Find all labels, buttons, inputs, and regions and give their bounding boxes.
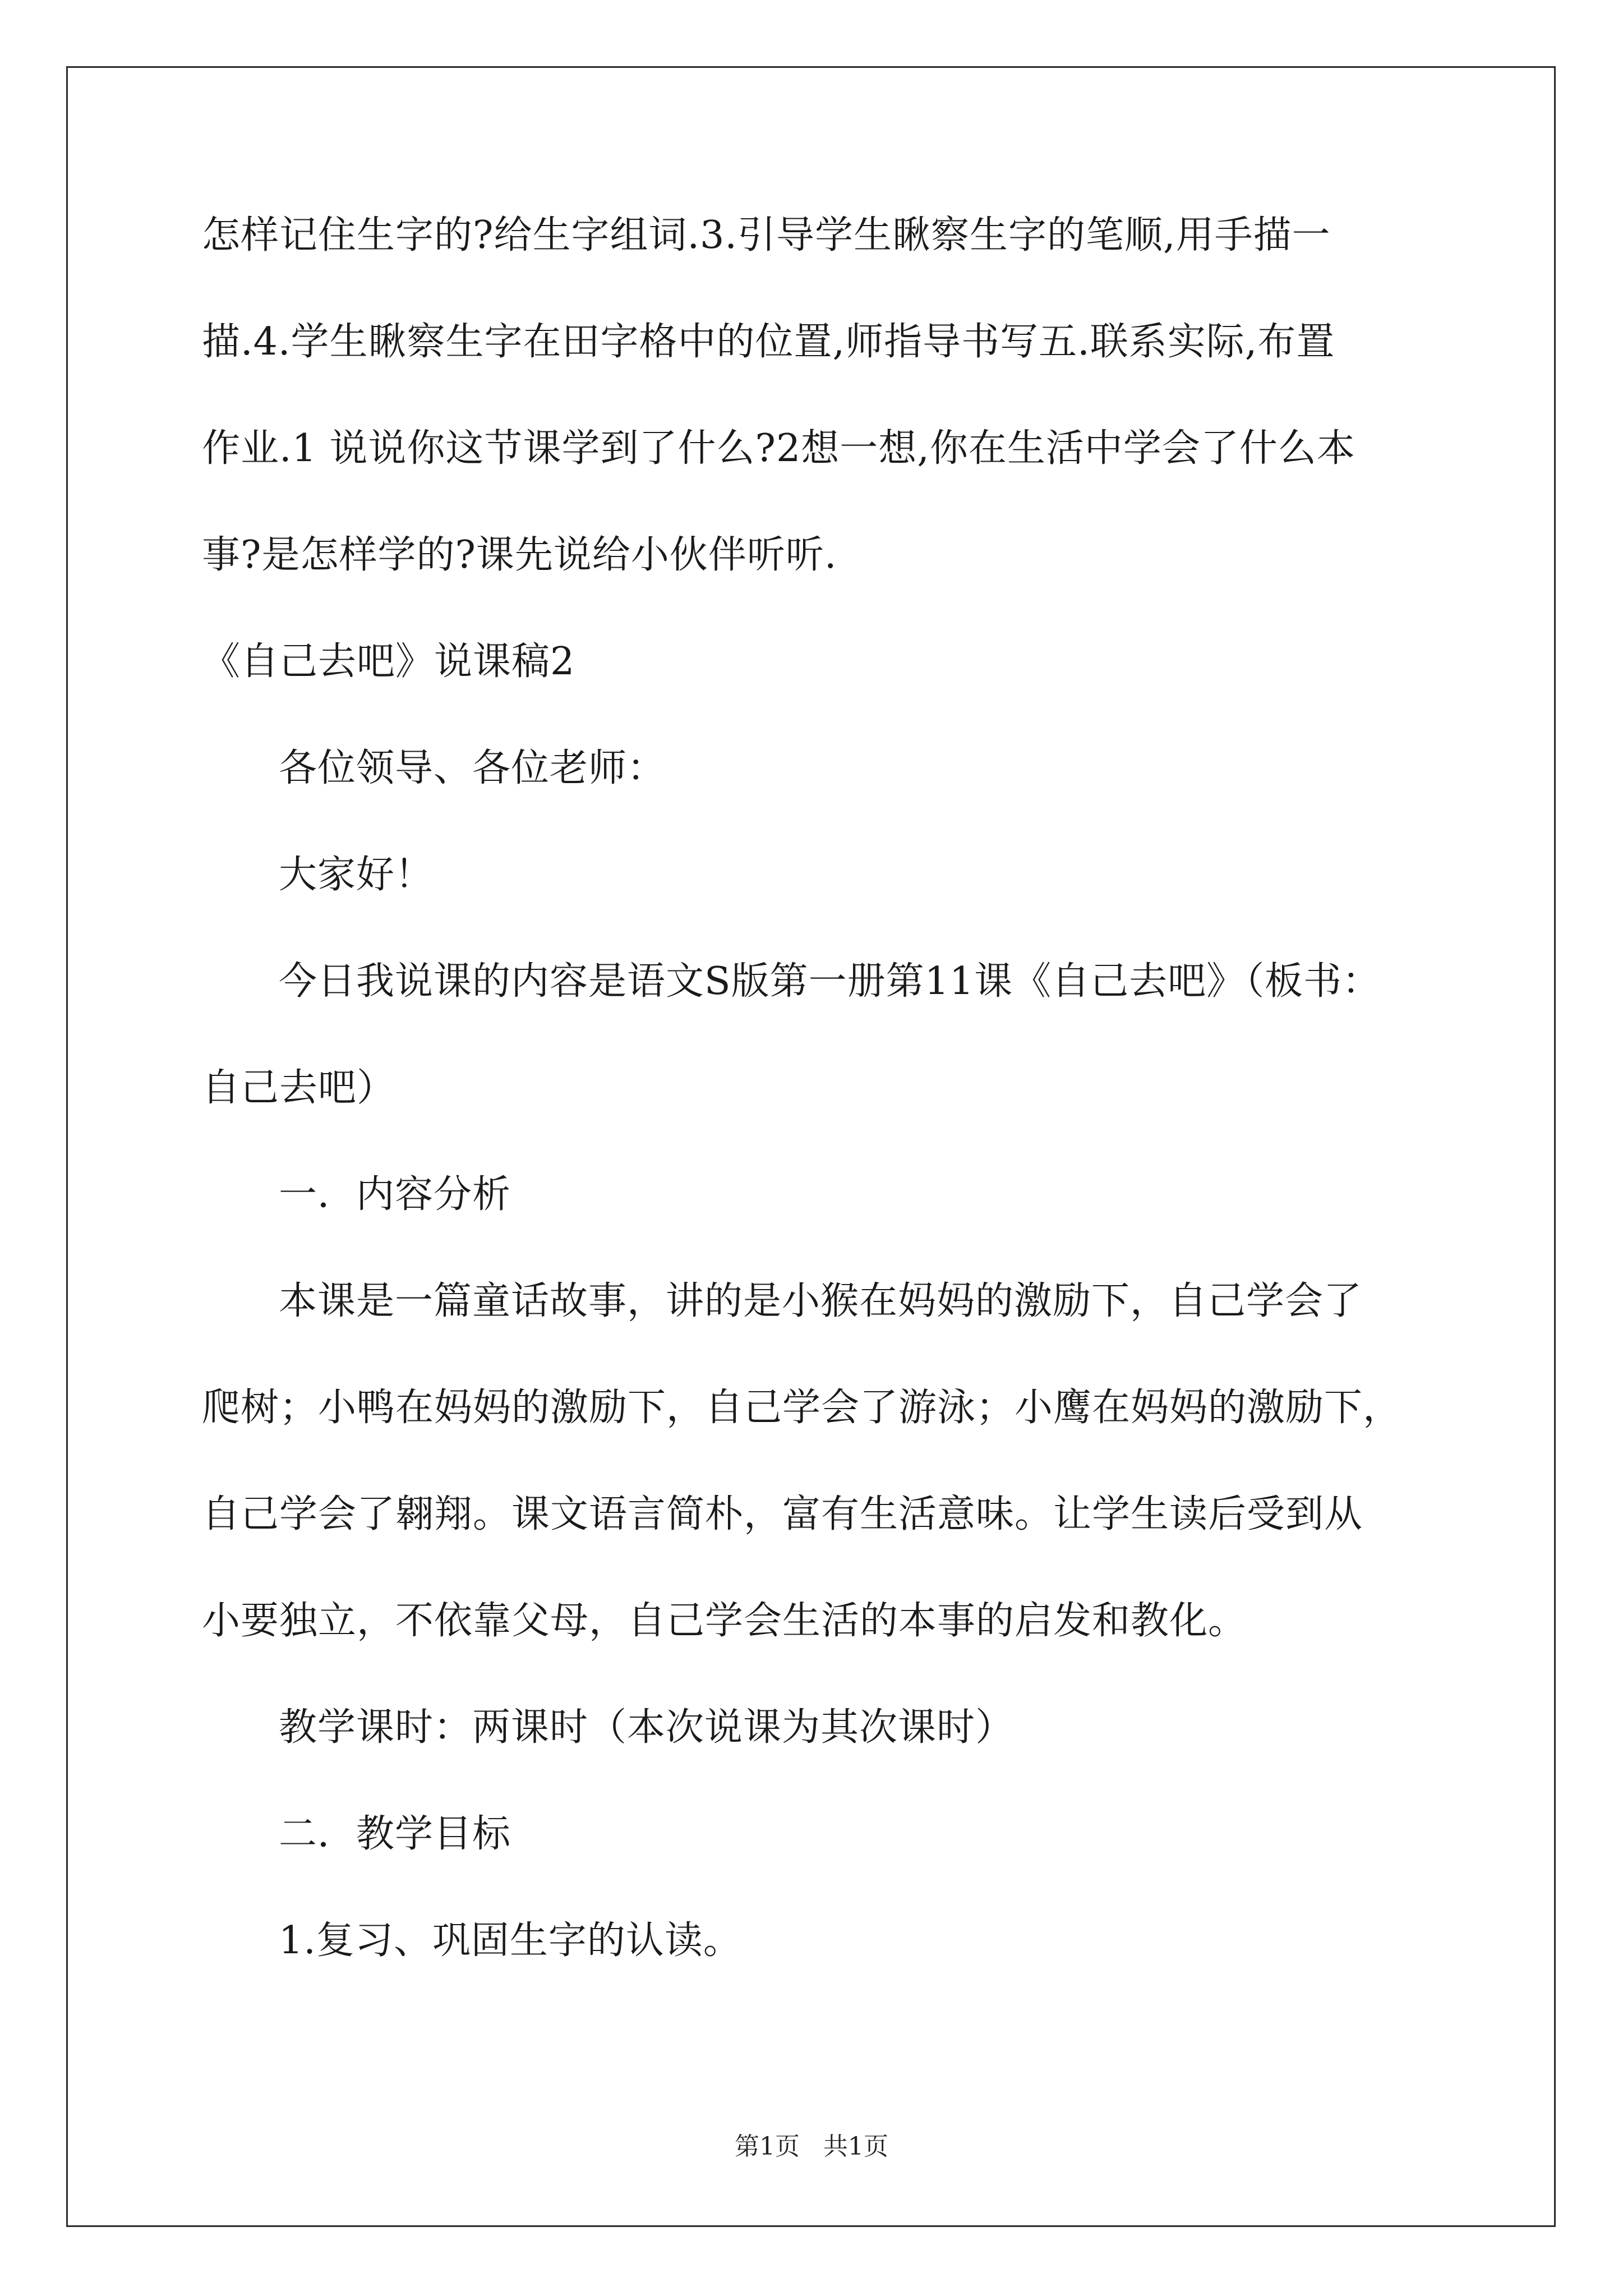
text-line: 本课是一篇童话故事，讲的是小猴在妈妈的激励下，自己学会了 <box>279 1279 1363 1323</box>
page-footer <box>0 2130 1623 2164</box>
text-line: 事?是怎样学的?课先说给小伙伴听听. <box>202 533 837 577</box>
page-number: 第1页 <box>735 2132 800 2161</box>
text-line: 小要独立，不依靠父母，自己学会生活的本事的启发和教化。 <box>202 1599 1247 1643</box>
page-border <box>66 66 1556 2227</box>
section-heading: 一．内容分析 <box>279 1172 511 1217</box>
text-line: 作业.1 说说你这节课学到了什么?2想一想,你在生活中学会了什么本 <box>202 426 1355 471</box>
text-line: 怎样记住生字的?给生字组词.3.引导学生瞅察生字的笔顺,用手描一 <box>202 213 1331 257</box>
text-line: 自己学会了翱翔。课文语言简朴，富有生活意味。让学生读后受到从 <box>202 1492 1363 1536</box>
page-total: 共1页 <box>823 2132 888 2161</box>
text-line: 今日我说课的内容是语文S版第一册第11课《自己去吧》（板书： <box>279 959 1381 1004</box>
text-line: 教学课时：两课时（本次说课为其次课时） <box>279 1705 1015 1750</box>
section-title: 《自己去吧》说课稿2 <box>202 639 575 684</box>
list-item: 1.复习、巩固生字的认读。 <box>279 1918 742 1963</box>
greeting-line: 大家好！ <box>279 853 434 897</box>
section-heading: 二．教学目标 <box>279 1812 511 1856</box>
text-line: 自己去吧） <box>202 1066 396 1110</box>
greeting-line: 各位领导、各位老师： <box>279 746 666 790</box>
text-line: 描.4.学生瞅察生字在田字格中的位置,师指导书写五.联系实际,布置 <box>202 320 1335 364</box>
text-line: 爬树；小鸭在妈妈的激励下，自己学会了游泳；小鹰在妈妈的激励下， <box>202 1386 1402 1430</box>
